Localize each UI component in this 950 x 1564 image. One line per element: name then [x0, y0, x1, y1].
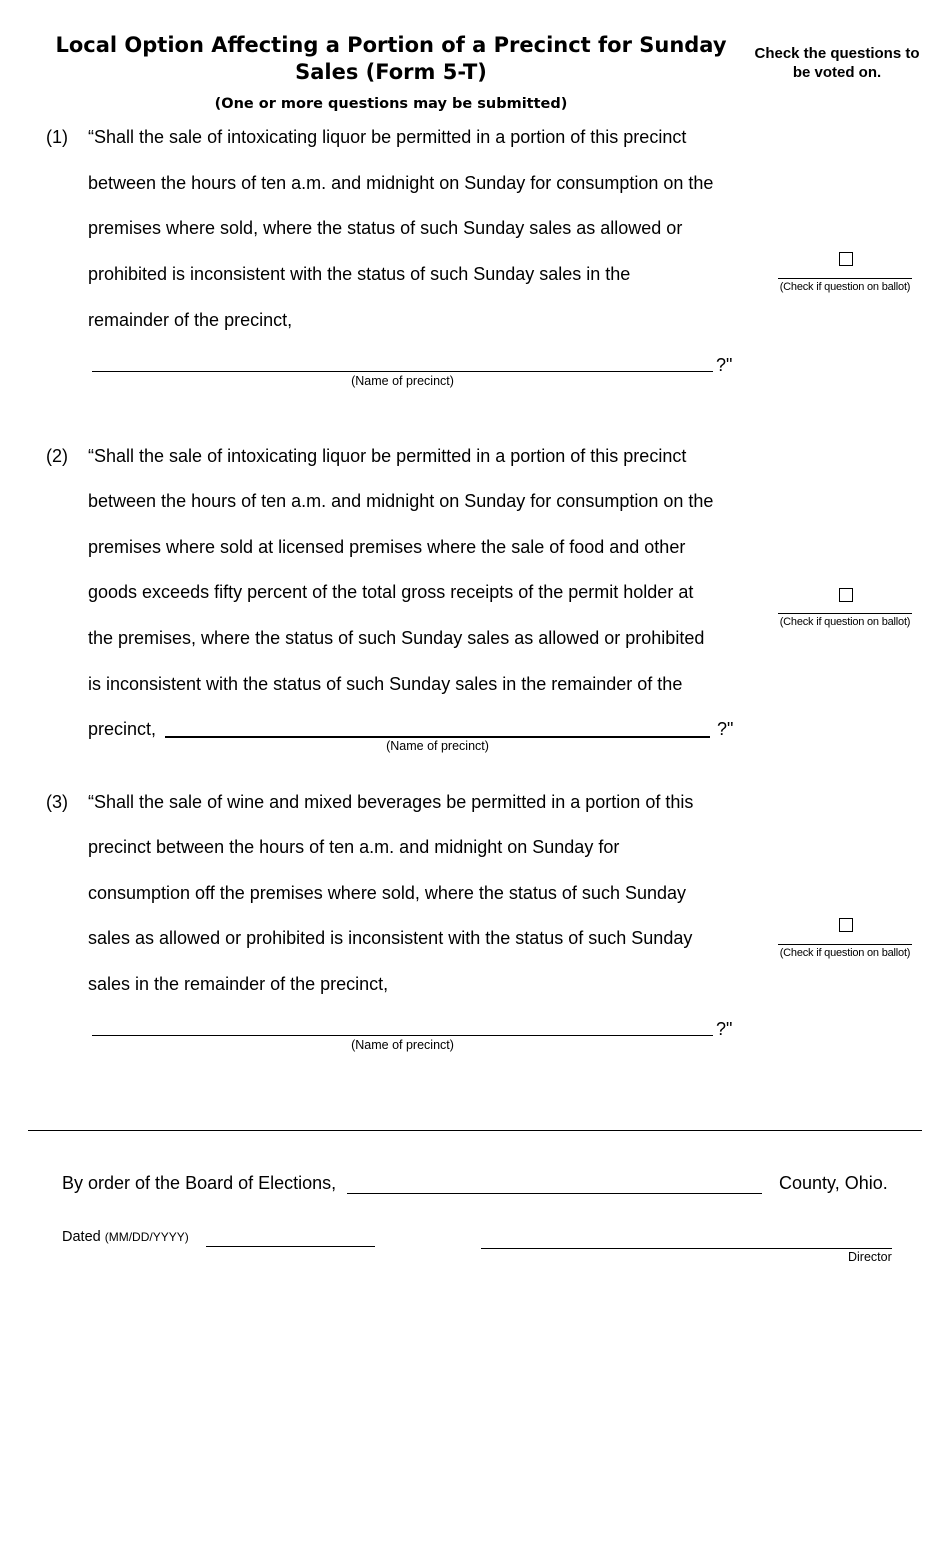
question-text-line: “Shall the sale of intoxicating liquor be permitted in a portion of this precinct: [88, 127, 687, 147]
precinct-caption: (Name of precinct): [351, 374, 454, 388]
question-text-line: the premises, where the status of such Sunday sales as allowed or prohibited: [88, 628, 705, 648]
check-caption: (Check if question on ballot): [779, 281, 911, 293]
precinct-caption: (Name of precinct): [386, 739, 489, 753]
question-text-line: consumption off the premises where sold, where the status of such Sunday: [88, 883, 686, 903]
question-text-line: prohibited is inconsistent with the status of such Sunday sales in the: [88, 264, 631, 284]
form-title: Local Option Affecting a Portion of a Precinct for Sunday Sales (Form 5-T): [55, 33, 727, 84]
question-number: (1): [46, 127, 68, 147]
by-order-label: By order of the Board of Elections,: [62, 1173, 337, 1193]
section-divider: [28, 1130, 922, 1131]
question-text-line: “Shall the sale of wine and mixed beverages be permitted in a portion of this: [88, 792, 694, 812]
question-1-checkbox[interactable]: [839, 252, 853, 266]
question-2-checkbox[interactable]: [839, 588, 853, 602]
precinct-name-field[interactable]: [92, 1035, 713, 1036]
check-column-header: Check the questions to be voted on.: [754, 45, 920, 81]
dated-label: Dated: [62, 1229, 101, 1245]
checkbox-rule: [778, 278, 912, 279]
question-text-line: between the hours of ten a.m. and midnight on Sunday for consumption on the: [88, 491, 714, 511]
director-label: Director: [848, 1250, 892, 1264]
check-caption: (Check if question on ballot): [779, 947, 911, 959]
closing-mark: ?": [716, 355, 733, 375]
precinct-name-field[interactable]: [92, 371, 713, 372]
county-suffix: County, Ohio.: [779, 1173, 888, 1193]
question-text-line: precinct,: [88, 719, 157, 739]
question-text-line: sales in the remainder of the precinct,: [88, 974, 389, 994]
checkbox-rule: [778, 613, 912, 614]
question-text-line: “Shall the sale of intoxicating liquor be permitted in a portion of this precinct: [88, 446, 687, 466]
dated-format: (MM/DD/YYYY): [104, 1230, 189, 1244]
question-text-line: premises where sold at licensed premises where the sale of food and other: [88, 537, 686, 557]
question-text-line: precinct between the hours of ten a.m. and midnight on Sunday for: [88, 837, 620, 857]
precinct-name-field[interactable]: [165, 736, 710, 738]
question-3-checkbox[interactable]: [839, 918, 853, 932]
question-text-line: goods exceeds fifty percent of the total gross receipts of the permit holder at: [88, 582, 694, 602]
question-text-line: remainder of the precinct,: [88, 310, 293, 330]
closing-mark: ?": [717, 719, 734, 739]
date-field[interactable]: [206, 1246, 375, 1247]
checkbox-rule: [778, 944, 912, 945]
director-signature-field[interactable]: [481, 1248, 892, 1249]
question-text-line: premises where sold, where the status of such Sunday sales as allowed or: [88, 218, 683, 238]
closing-mark: ?": [716, 1019, 733, 1039]
question-text-line: between the hours of ten a.m. and midnight on Sunday for consumption on the: [88, 173, 714, 193]
form-subtitle: (One or more questions may be submitted): [214, 96, 568, 112]
check-caption: (Check if question on ballot): [779, 616, 911, 628]
precinct-caption: (Name of precinct): [351, 1038, 454, 1052]
county-name-field[interactable]: [347, 1193, 762, 1194]
question-text-line: sales as allowed or prohibited is inconsistent with the status of such Sunday: [88, 928, 693, 948]
question-text-line: is inconsistent with the status of such Sunday sales in the remainder of the: [88, 674, 683, 694]
dated-label-group: [62, 1228, 189, 1246]
question-number: (3): [46, 792, 68, 812]
question-number: (2): [46, 446, 68, 466]
